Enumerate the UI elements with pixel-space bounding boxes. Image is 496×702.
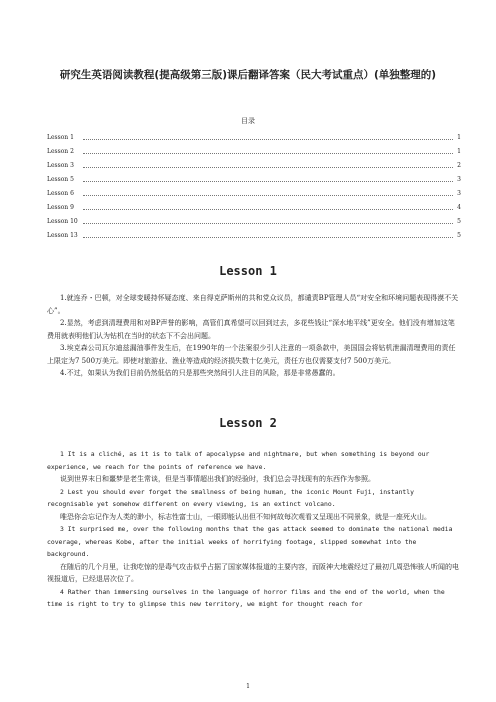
table-of-contents (47, 131, 461, 243)
translation-paragraph: 2.显然，考虑到清理费用和对BP声誉的影响，高管们真希望可以回到过去，多花些钱让“深水地平线”更安全。他们没有增加这笔费用就表明他们认为钻机在当时的状态下不会出问题。 (47, 319, 455, 340)
toc-entry[interactable] (47, 201, 461, 215)
toc-entry[interactable] (47, 229, 461, 243)
toc-entry-page: 5 (457, 218, 461, 225)
toc-entry-page: 3 (457, 176, 461, 183)
toc-entry-label: Lesson 6 (47, 190, 74, 197)
toc-entry[interactable] (47, 173, 461, 187)
toc-entry-page: 2 (457, 162, 461, 169)
toc-entry-label: Lesson 13 (47, 232, 78, 239)
toc-entry-page: 4 (457, 204, 461, 211)
chinese-translation: 在随后的几个月里，让我吃惊的是毒气攻击似乎占据了国家媒体报道的主要内容，而阪神大地震经过了最初几周恐怖骇人听闻的电视报道后，已经退居次位了。 (47, 562, 459, 583)
toc-entry[interactable] (47, 159, 461, 173)
toc-entry-page: 1 (457, 148, 461, 155)
page-number: 1 (246, 683, 250, 690)
toc-leader (83, 223, 453, 224)
translation-paragraph: 3.埃克森公司瓦尔迪兹漏油事件发生后，在1990年的一个法案很少引人注意的一项条款中，美国国会将钻机泄漏清理费用的责任上限定为7 500万美元。即使对旅游业、渔业等造成的经济损失数十亿美元，责任方也仅需要支付7 500万美元。 (47, 344, 456, 365)
toc-entry-label: Lesson 5 (47, 176, 74, 183)
lesson2-body (47, 448, 461, 611)
toc-entry[interactable] (47, 187, 461, 201)
toc-entry-page: 1 (457, 134, 461, 141)
chinese-translation: 唯恐你会忘记作为人类的渺小，标志性富士山，一眼即能认出但不知何故每次观看又呈现出不同景象，就是一座死火山。 (60, 512, 431, 521)
toc-entry[interactable] (47, 215, 461, 229)
lesson1-body (47, 292, 461, 380)
document-title: 研究生英语阅读教程(提高级第三版)课后翻译答案（民大考试重点）(单独整理的) (59, 69, 437, 81)
toc-entry[interactable] (47, 131, 461, 145)
toc-title: 目录 (241, 117, 255, 125)
lesson-heading: Lesson 1 (219, 264, 277, 278)
toc-entry-label: Lesson 1 (47, 134, 74, 141)
toc-leader (83, 153, 453, 154)
toc-entry-label: Lesson 10 (47, 218, 78, 225)
toc-entry-label: Lesson 3 (47, 162, 74, 169)
english-sentence: 4 Rather than immersing ourselves in the language of horror films and the end of the world, when the time is right to try to glimpse this new territory, we might for thought reach for (47, 587, 445, 608)
toc-leader (83, 209, 453, 210)
english-sentence: 2 Lest you should ever forget the smallness of being human, the iconic Mount Fuji, instantly recognisable yet somehow different on every viewing, is an extinct volcano. (47, 487, 414, 508)
toc-leader (83, 139, 453, 140)
toc-leader (83, 167, 453, 168)
toc-entry-page: 3 (457, 190, 461, 197)
toc-leader (83, 237, 453, 238)
translation-paragraph: 1.就连乔・巴顿，对全球变暖持怀疑态度、来自得克萨斯州的共和党众议员，都谴责BP管理人员“对安全和环境问题表现得漠不关心”。 (47, 294, 459, 315)
english-sentence: 3 It surprised me, over the following months that the gas attack seemed to dominate the national media coverage, whereas Kobe, after the initial weeks of horrifying footage, slipped somewhat into the background. (47, 525, 453, 558)
toc-entry[interactable] (47, 145, 461, 159)
translation-paragraph: 4.不过，如果认为我们目前仍然低估的只是那些突然间引人注目的风险，那是非常愚蠢的。 (60, 369, 340, 377)
toc-leader (83, 181, 453, 182)
lesson-heading: Lesson 2 (219, 416, 277, 430)
chinese-translation: 说到世界末日和噩梦是老生常谈，但是当事情超出我们的经验时，我们总会寻找现有的东西作为参照。 (60, 475, 375, 483)
english-sentence: 1 It is a cliché, as it is to talk of apocalypse and nightmare, but when something is beyond our experience, we reach for the points of reference we have. (47, 450, 430, 471)
toc-entry-label: Lesson 2 (47, 148, 74, 155)
toc-entry-page: 5 (457, 232, 461, 239)
toc-entry-label: Lesson 9 (47, 204, 74, 211)
toc-leader (83, 195, 453, 196)
